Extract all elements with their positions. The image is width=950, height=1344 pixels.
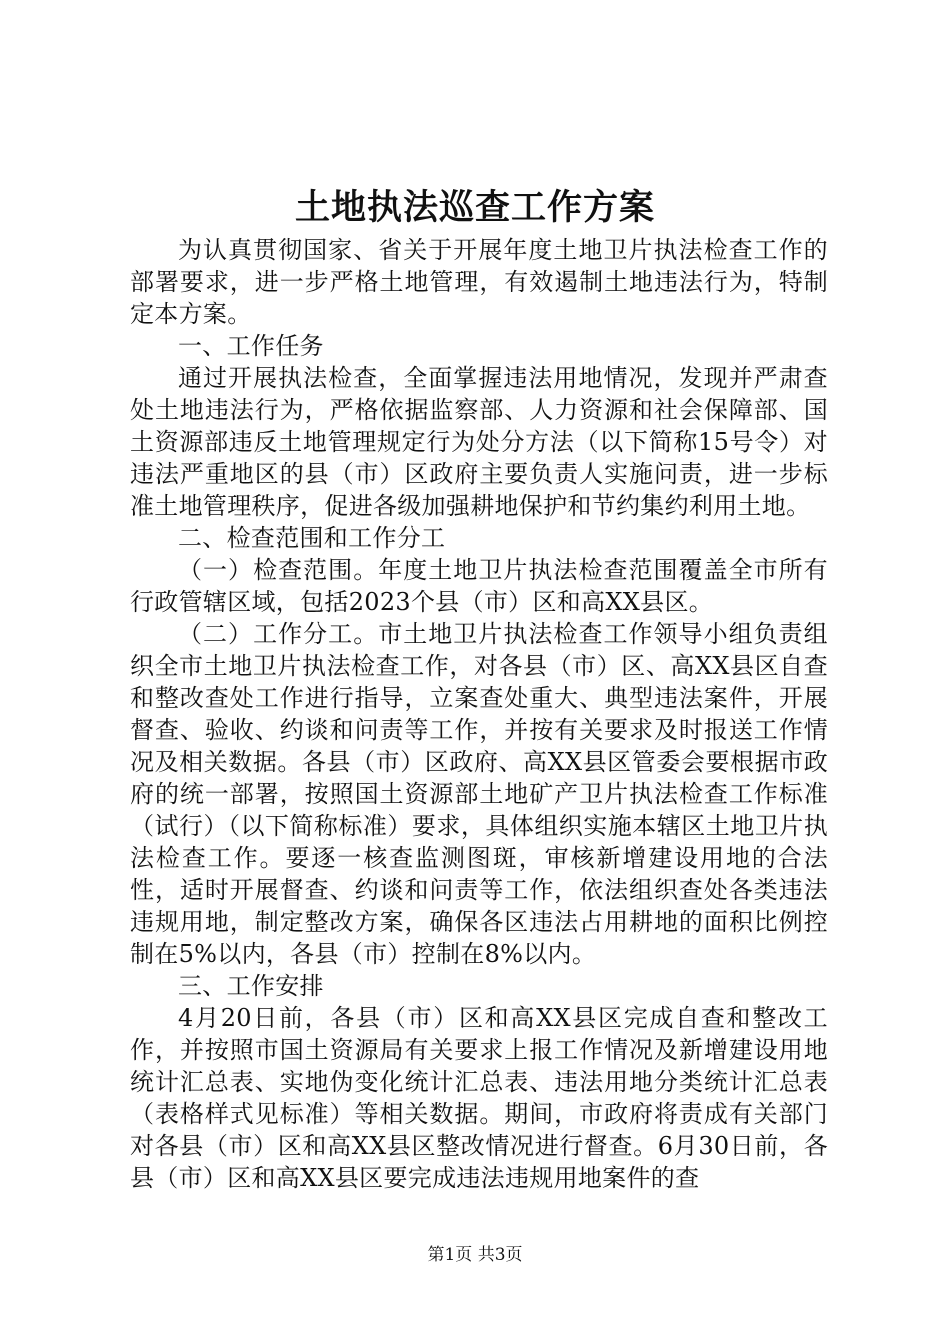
document-body	[130, 234, 828, 1194]
scope-paragraph: （一）检查范围。年度土地卫片执法检查范围覆盖全市所有行政管辖区域，包括2023个县（市）区和高XX县区。	[130, 556, 828, 616]
page-number: 第1页 共3页	[427, 1245, 523, 1265]
division-paragraph: （二）工作分工。市土地卫片执法检查工作领导小组负责组织全市土地卫片执法检查工作，对各县（市）区、高XX县区自查和整改查处工作进行指导，立案查处重大、典型违法案件，开展督查、验收、约谈和问责等工作，并按有关要求及时报送工作情况及相关数据。各县（市）区政府、高XX县区管委会要根据市政府的统一部署，按照国土资源部土地矿产卫片执法检查工作标准（试行）（以下简称标准）要求，具体组织实施本辖区土地卫片执法检查工作。要逐一核查监测图斑，审核新增建设用地的合法性，适时开展督查、约谈和问责等工作，依法组织查处各类违法违规用地，制定整改方案，确保各区违法占用耕地的面积比例控制在5%以内，各县（市）控制在8%以内。	[130, 620, 828, 968]
section-heading-schedule: 三、工作安排	[178, 972, 324, 1000]
section-heading-tasks: 一、工作任务	[178, 332, 324, 360]
section-heading-scope: 二、检查范围和工作分工	[178, 524, 446, 552]
intro-paragraph: 为认真贯彻国家、省关于开展年度土地卫片执法检查工作的部署要求，进一步严格土地管理，有效遏制土地违法行为，特制定本方案。	[130, 236, 828, 328]
tasks-paragraph: 通过开展执法检查，全面掌握违法用地情况，发现并严肃查处土地违法行为，严格依据监察部、人力资源和社会保障部、国土资源部违反土地管理规定行为处分方法（以下简称15号令）对违法严重地区的县（市）区政府主要负责人实施问责，进一步标准土地管理秩序，促进各级加强耕地保护和节约集约利用土地。	[130, 364, 828, 520]
document-title: 土地执法巡查工作方案	[294, 187, 655, 228]
schedule-paragraph: 4月20日前，各县（市）区和高XX县区完成自查和整改工作，并按照市国土资源局有关要求上报工作情况及新增建设用地统计汇总表、实地伪变化统计汇总表、违法用地分类统计汇总表（表格样式见标准）等相关数据。期间，市政府将责成有关部门对各县（市）区和高XX县区整改情况进行督查。6月30日前，各县（市）区和高XX县区要完成违法违规用地案件的查	[130, 1004, 828, 1192]
